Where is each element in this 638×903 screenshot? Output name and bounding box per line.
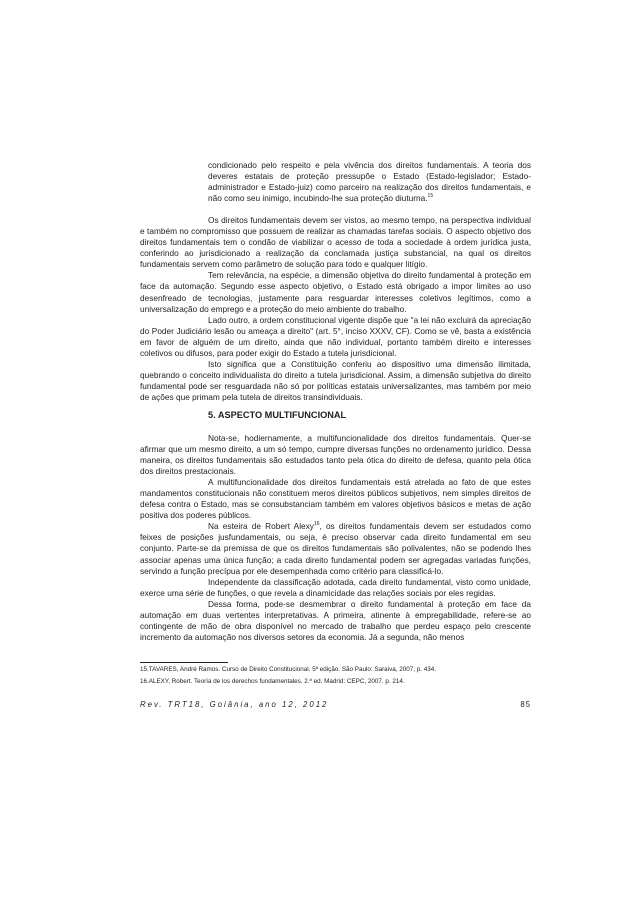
footnote-ref-16: 16 — [313, 521, 320, 528]
paragraph: Dessa forma, pode-se desmembrar o direito fundamental à proteção em face da automação em duas vertentes interpretativas. A primeira, atinente à empregabilidade, refere-se ao contingente de mão de obra disponível no mercado de trabalho que perdeu espaço pelo crescente incremento da automação nos diversos setores da economia. Já a segunda, não menos — [140, 598, 531, 642]
page-number: 85 — [520, 700, 531, 709]
page-body — [140, 160, 531, 643]
footnote-divider — [140, 662, 228, 663]
block-quote — [140, 160, 531, 204]
footnote-ref-15: 15 — [427, 193, 434, 200]
paragraph: Tem relevância, na espécie, a dimensão objetiva do direito fundamental à proteção em face da automação. Segundo esse aspecto objetivo, o Estado está obrigado a impor limites ao uso desenfreado de tecnologias, justamente para resguardar interesses coletivos legítimos, como a universalização do emprego e a proteção do meio ambiente do trabalho. — [140, 270, 531, 314]
footnote-16: 16.ALEXY, Robert. Teoría de los derechos fundamentales. 2.ª ed. Madrid: CEPC, 2007. p. 214. — [140, 678, 405, 685]
paragraph: Isto significa que a Constituição conferiu ao dispositivo uma dimensão ilimitada, quebrando o conceito individualista do direito a tutela jurisdicional. Assim, a dimensão subjetiva do direito fundamental pode ser resguardada não só por políticas estatais universalizantes, mas também por meio de ações que primam pela tutela de direitos transindividuais. — [140, 358, 531, 402]
paragraph: A multifuncionalidade dos direitos fundamentais está atrelada ao fato de que estes mandamentos constitucionais não constituem meros direitos públicos subjetivos, nem simples direitos de defesa contra o Estado, mas se consubstanciam também em valores objetivos básicos e metas de ação positiva dos poderes públicos. — [140, 477, 531, 521]
paragraph: Lado outro, a ordem constitucional vigente dispõe que "a lei não excluirá da apreciação do Poder Judiciário lesão ou ameaça a direito" (art. 5°, inciso XXXV, CF). Como se vê, basta a existência em favor de alguém de um direito, ainda que não individual, portanto também direito e interesses coletivos ou difusos, para poder exigir do Estado a tutela jurisdicional. — [140, 314, 531, 358]
alexy-text-before: Na esteira de Robert Alexy — [208, 521, 314, 532]
footnote-15: 15.TAVARES, André Ramos. Curso de Direito Constitucional. 5ª edição. São Paulo: Saraiva, 2007, p. 434. — [140, 666, 436, 673]
paragraph: Os direitos fundamentais devem ser vistos, ao mesmo tempo, na perspectiva individual e também no compromisso que possuem de realizar as chamadas tarefas sociais. O aspecto objetivo dos direitos fundamentais tem o condão de viabilizar o acesso de toda a sociedade à ordem jurídica justa, conferindo ao jurisdicionado a realização da conclamada justiça substancial, na qual os direitos fundamentais servem como parâmetro de solução para todo e qualquer litígio. — [140, 215, 531, 270]
section-heading: 5. ASPECTO MULTIFUNCIONAL — [208, 409, 347, 420]
quote-text: condicionado pelo respeito e pela vivência dos direitos fundamentais. A teoria dos deveres estatais de proteção pressupõe o Estado (Estado-legislador; Estado-administrador e Estado-juiz) como parceiro na realização dos direitos fundamentais, e não como seu inimigo, incubindo-lhe sua proteção diuturna. — [208, 160, 531, 204]
alexy-text-after: , os direitos fundamentais devem ser estudados como feixes de posições jusfundamentais, ou seja, é preciso observar cada direito fundamental em seu conjunto. Parte-se da premissa de que os direitos fundamentais são polivalentes, não se podendo lhes associar apenas uma única função; a cada direito fundamental podem ser agregadas variadas funções, servindo a função precípua por ele desempenhada como critério para classificá-lo. — [140, 521, 531, 576]
paragraph — [140, 521, 531, 576]
footnotes — [140, 664, 531, 688]
page-footer — [140, 700, 531, 709]
paragraph: Independente da classificação adotada, cada direito fundamental, visto como unidade, exerce uma série de funções, o que revela a dinamicidade das relações sociais por eles regidas. — [140, 576, 531, 598]
journal-citation: Rev. TRT18, Goiânia, ano 12, 2012 — [140, 700, 329, 709]
paragraph: Nota-se, hodiernamente, a multifuncionalidade dos direitos fundamentais. Quer-se afirmar que um mesmo direito, a um só tempo, cumpre diversas funções no ordenamento jurídico. Dessa maneira, os direitos fundamentais são estudados tanto pela ótica do direito de defesa, quanto pela ótica dos direitos prestacionais. — [140, 432, 531, 477]
